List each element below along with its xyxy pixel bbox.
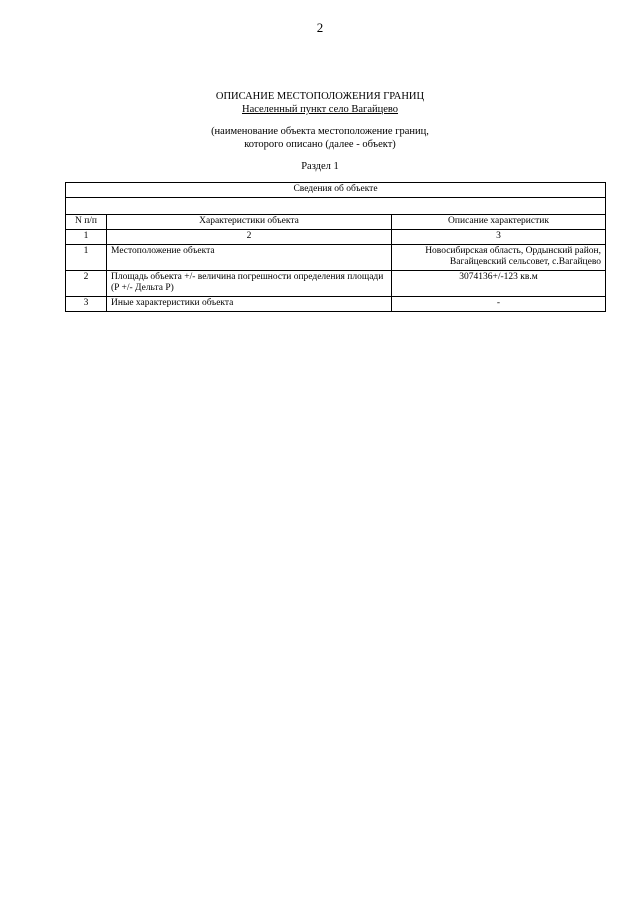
- row-characteristic: Местоположение объекта: [107, 245, 392, 271]
- row-number: 2: [66, 271, 107, 297]
- table-index-row: [66, 230, 606, 245]
- section-title: Раздел 1: [301, 161, 339, 172]
- document-header: [0, 90, 640, 173]
- row-description: [392, 245, 606, 271]
- row-description: -: [392, 297, 606, 312]
- object-info-table: [65, 182, 606, 312]
- header-description: Описание характеристик: [392, 215, 606, 230]
- index-cell: 2: [107, 230, 392, 245]
- row-description-line: Новосибирская область, Ордынский район,: [425, 246, 601, 256]
- row-characteristic-text: Площадь объекта +/- величина погрешности определения площади: [111, 272, 384, 282]
- table-row: [66, 297, 606, 312]
- row-number: 1: [66, 245, 107, 271]
- header-characteristic: Характеристики объекта: [107, 215, 392, 230]
- document-title: ОПИСАНИЕ МЕСТОПОЛОЖЕНИЯ ГРАНИЦ: [215, 91, 425, 102]
- header-number: N п/п: [66, 215, 107, 230]
- index-cell: 1: [66, 230, 107, 245]
- document-subtitle: Населенный пункт село Вагайцево: [241, 104, 399, 115]
- table-caption: Сведения об объекте: [66, 183, 606, 198]
- row-description: 3074136+/-123 кв.м: [392, 271, 606, 297]
- object-note-line1: (наименование объекта местоположение границ,: [211, 126, 429, 137]
- row-number: 3: [66, 297, 107, 312]
- row-characteristic: [107, 271, 392, 297]
- index-cell: 3: [392, 230, 606, 245]
- row-characteristic-formula: (P +/- Дельта P): [111, 283, 174, 293]
- table-empty-row: [66, 198, 606, 215]
- object-note-line2: которого описано (далее - объект): [244, 139, 396, 150]
- table-header-row: [66, 215, 606, 230]
- row-characteristic: Иные характеристики объекта: [107, 297, 392, 312]
- table-row: [66, 245, 606, 271]
- table-row: [66, 271, 606, 297]
- page-number: 2: [316, 20, 324, 35]
- row-description-line: Вагайцевский сельсовет, с.Вагайцево: [449, 257, 601, 267]
